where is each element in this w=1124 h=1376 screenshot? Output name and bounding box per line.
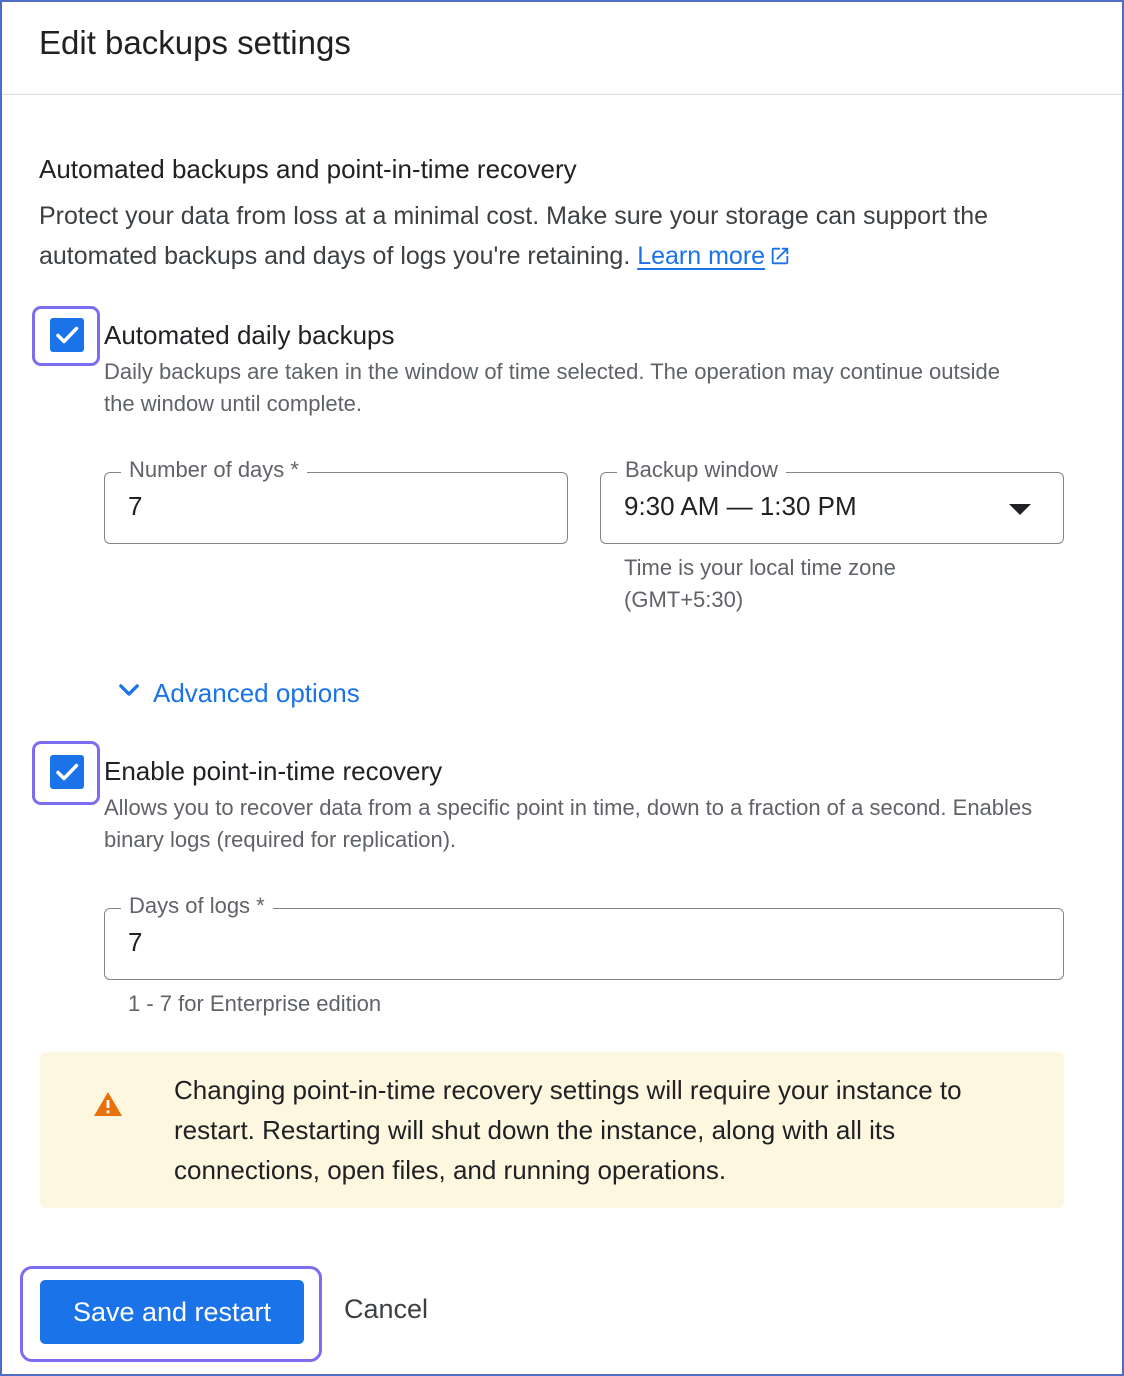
- days-of-logs-value[interactable]: 7: [128, 927, 143, 957]
- daily-backups-helper: Daily backups are taken in the window of time selected. The operation may continue outside the window until complete.: [104, 359, 1000, 416]
- backup-window-select[interactable]: [600, 457, 1064, 544]
- days-of-logs-helper: 1 - 7 for Enterprise edition: [128, 991, 382, 1016]
- warning-text: Changing point-in-time recovery settings will require your instance to restart. Restarting will shut down the instance, along with all its connections, open files, and running operations.: [174, 1075, 962, 1185]
- section-description: [39, 196, 1079, 279]
- dropdown-arrow-icon: [1009, 503, 1031, 521]
- timezone-helper: [624, 552, 896, 616]
- pitr-label: Enable point-in-time recovery: [104, 756, 443, 786]
- timezone-helper-line2: (GMT+5:30): [624, 587, 744, 612]
- restart-warning-banner: [40, 1052, 1064, 1208]
- learn-more-label: Learn more: [637, 242, 766, 270]
- external-link-icon: [769, 239, 791, 279]
- learn-more-link[interactable]: [637, 242, 791, 270]
- number-of-days-label: Number of days *: [121, 457, 307, 483]
- daily-backups-label: Automated daily backups: [104, 320, 395, 350]
- warning-icon: [93, 1091, 123, 1122]
- section-description-text: Protect your data from loss at a minimal cost. Make sure your storage can support the automated backups and days of logs you're retaining.: [39, 202, 989, 270]
- timezone-helper-line1: Time is your local time zone: [624, 555, 896, 580]
- dialog-header: [2, 2, 1122, 95]
- number-of-days-field[interactable]: [104, 457, 568, 544]
- save-and-restart-button[interactable]: Save and restart: [40, 1280, 304, 1344]
- cancel-button[interactable]: Cancel: [344, 1294, 429, 1324]
- number-of-days-value[interactable]: 7: [128, 491, 143, 521]
- checkmark-icon: [50, 755, 84, 789]
- daily-backups-checkbox[interactable]: [50, 318, 84, 352]
- chevron-down-icon: [115, 676, 143, 711]
- backup-window-label: Backup window: [617, 457, 786, 483]
- advanced-options-toggle[interactable]: [115, 676, 360, 711]
- checkmark-icon: [50, 318, 84, 352]
- advanced-options-label: Advanced options: [153, 678, 360, 708]
- pitr-helper: Allows you to recover data from a specific point in time, down to a fraction of a second. Enables binary logs (required for replication).: [104, 795, 1033, 852]
- backup-window-value: 9:30 AM — 1:30 PM: [624, 491, 857, 521]
- days-of-logs-label: Days of logs *: [121, 893, 273, 919]
- dialog-title: Edit backups settings: [39, 24, 351, 61]
- section-title: Automated backups and point-in-time recovery: [39, 154, 577, 184]
- days-of-logs-field[interactable]: [104, 893, 1064, 980]
- pitr-checkbox[interactable]: [50, 755, 84, 789]
